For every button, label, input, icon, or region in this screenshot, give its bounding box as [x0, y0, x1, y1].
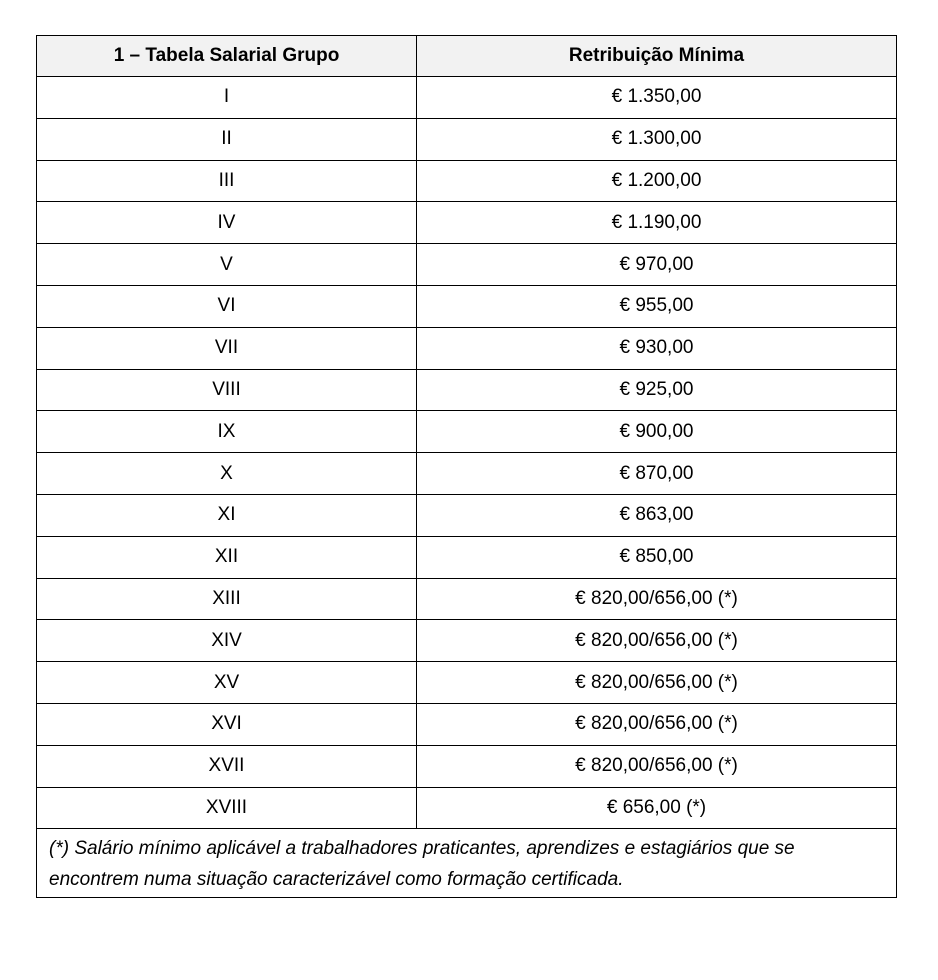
table-row	[37, 787, 897, 829]
footnote-row	[37, 829, 897, 898]
cell-grupo: VII	[37, 327, 417, 369]
cell-grupo: VI	[37, 285, 417, 327]
footnote: (*) Salário mínimo aplicável a trabalhadores praticantes, aprendizes e estagiários que se encontrem numa situação caracterizável como formação certificada.	[37, 829, 897, 898]
table-row	[37, 118, 897, 160]
table-row	[37, 578, 897, 620]
cell-grupo: XI	[37, 494, 417, 536]
cell-retribuicao: € 820,00/656,00 (*)	[417, 620, 897, 662]
cell-retribuicao: € 820,00/656,00 (*)	[417, 662, 897, 704]
cell-retribuicao: € 820,00/656,00 (*)	[417, 745, 897, 787]
cell-grupo: VIII	[37, 369, 417, 411]
cell-grupo: XIV	[37, 620, 417, 662]
cell-grupo: XVI	[37, 703, 417, 745]
cell-grupo: XIII	[37, 578, 417, 620]
cell-retribuicao: € 1.350,00	[417, 77, 897, 119]
table-row	[37, 536, 897, 578]
cell-retribuicao: € 925,00	[417, 369, 897, 411]
cell-retribuicao: € 820,00/656,00 (*)	[417, 578, 897, 620]
cell-retribuicao: € 656,00 (*)	[417, 787, 897, 829]
cell-grupo: XVII	[37, 745, 417, 787]
header-grupo: 1 – Tabela Salarial Grupo	[37, 36, 417, 77]
header-retribuicao: Retribuição Mínima	[417, 36, 897, 77]
table-row	[37, 285, 897, 327]
table-row	[37, 662, 897, 704]
cell-retribuicao: € 970,00	[417, 244, 897, 286]
table-row	[37, 244, 897, 286]
cell-retribuicao: € 820,00/656,00 (*)	[417, 703, 897, 745]
cell-grupo: II	[37, 118, 417, 160]
table-row	[37, 160, 897, 202]
cell-grupo: III	[37, 160, 417, 202]
cell-retribuicao: € 870,00	[417, 453, 897, 495]
cell-grupo: X	[37, 453, 417, 495]
cell-retribuicao: € 930,00	[417, 327, 897, 369]
table-row	[37, 327, 897, 369]
cell-grupo: XV	[37, 662, 417, 704]
table-row	[37, 494, 897, 536]
table-row	[37, 411, 897, 453]
cell-grupo: XII	[37, 536, 417, 578]
cell-grupo: IX	[37, 411, 417, 453]
table-row	[37, 453, 897, 495]
cell-retribuicao: € 863,00	[417, 494, 897, 536]
cell-retribuicao: € 900,00	[417, 411, 897, 453]
table-row	[37, 620, 897, 662]
table-header-row	[37, 36, 897, 77]
cell-grupo: XVIII	[37, 787, 417, 829]
cell-retribuicao: € 1.300,00	[417, 118, 897, 160]
table-row	[37, 369, 897, 411]
salary-table	[36, 35, 897, 898]
cell-grupo: I	[37, 77, 417, 119]
table-row	[37, 745, 897, 787]
cell-retribuicao: € 955,00	[417, 285, 897, 327]
table-row	[37, 77, 897, 119]
cell-retribuicao: € 850,00	[417, 536, 897, 578]
cell-grupo: V	[37, 244, 417, 286]
table-row	[37, 202, 897, 244]
table-row	[37, 703, 897, 745]
salary-table-container	[36, 35, 896, 898]
cell-retribuicao: € 1.200,00	[417, 160, 897, 202]
cell-grupo: IV	[37, 202, 417, 244]
cell-retribuicao: € 1.190,00	[417, 202, 897, 244]
